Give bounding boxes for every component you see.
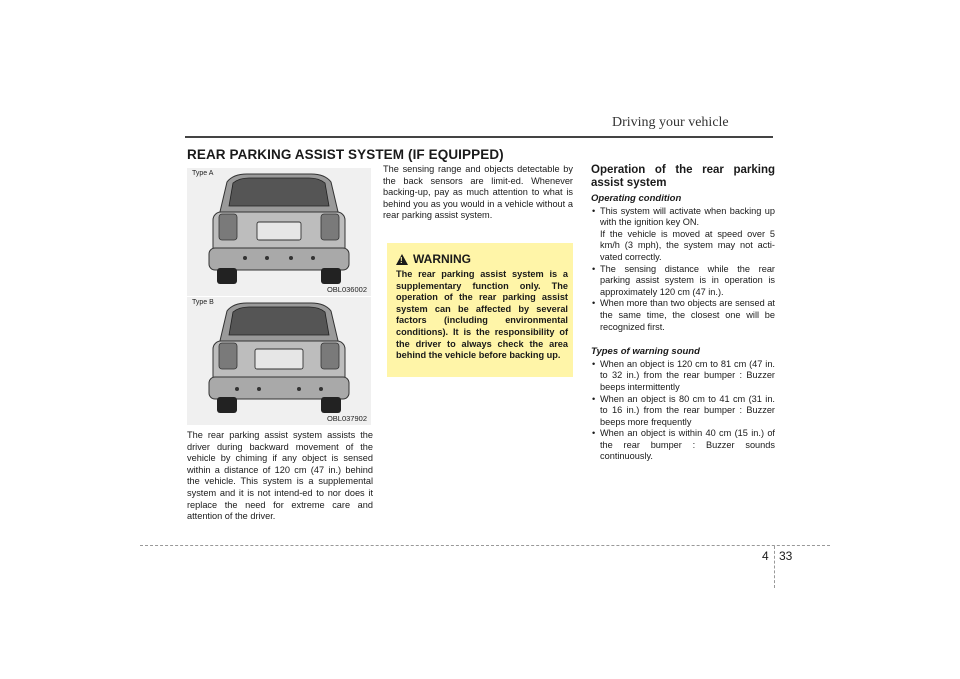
list-item: • When more than two objects are sensed at the same time, the closest one will be recognized first. — [591, 298, 775, 333]
car-rear-illustration — [187, 168, 371, 296]
list-item-continuation: If the vehicle is moved at speed over 5 km/h (3 mph), the system may not acti-vated correctly. — [600, 228, 775, 262]
operation-section — [591, 164, 775, 463]
warning-title: WARNING — [413, 252, 471, 266]
list-item: • When an object is within 40 cm (15 in.) of the rear bumper : Buzzer sounds continuously. — [591, 428, 775, 463]
list-item: • The sensing distance while the rear parking assist system is in operation is approximately 120 cm (47 in.). — [591, 264, 775, 299]
figure-type-b — [187, 297, 371, 425]
figure-label: Type B — [192, 299, 214, 306]
chapter-number: 4 — [762, 549, 769, 563]
figure-code: OBL036002 — [326, 285, 367, 294]
page-divider — [774, 546, 775, 588]
subheading-warning-sound: Types of warning sound — [591, 346, 700, 358]
list-item: • When an object is 80 cm to 41 cm (31 in. to 16 in.) from the rear bumper : Buzzer beeps more frequently — [591, 394, 775, 429]
warning-box — [387, 243, 573, 377]
warning-icon — [396, 254, 408, 265]
section-header: Driving your vehicle — [612, 115, 729, 130]
car-rear-illustration — [187, 297, 371, 425]
figure-label: Type A — [192, 170, 214, 177]
sensing-range-paragraph: The sensing range and objects detectable by the back sensors are limit-ed. Whenever backing-up, pay as much attention to what is behind you as you would in a vehicle without a rear parking assist system. — [383, 164, 573, 221]
intro-paragraph: The rear parking assist system assists the driver during backward movement of the vehicle by chiming if any object is sensed within a distance of 120 cm (47 in.) behind the vehicle. This system is a supplemental system and it is not intend-ed to nor does it replace the need for extreme care and attention of the driver. — [187, 430, 373, 522]
figure-code: OBL037902 — [326, 414, 367, 423]
list-item: • This system will activate when backing up with the ignition key ON. — [591, 206, 775, 229]
warning-text: The rear parking assist system is a supplementary function only. The operation of the rear parking assist system can be affected by several factors (including environmental conditions). It is the responsibility of the driver to always check the area behind the vehicle before backing up. — [396, 269, 568, 361]
list-item: • When an object is 120 cm to 81 cm (47 in. to 32 in.) from the rear bumper : Buzzer beeps intermittently — [591, 359, 775, 394]
figure-type-a — [187, 168, 371, 296]
page-title: REAR PARKING ASSIST SYSTEM (IF EQUIPPED) — [187, 147, 504, 162]
subheading-operating-condition: Operating condition — [591, 193, 682, 204]
footer-rule — [140, 545, 830, 546]
page-number-value: 33 — [779, 549, 793, 563]
header-rule — [185, 136, 773, 138]
section-heading: Operation of the rear parking assist system — [591, 164, 775, 189]
